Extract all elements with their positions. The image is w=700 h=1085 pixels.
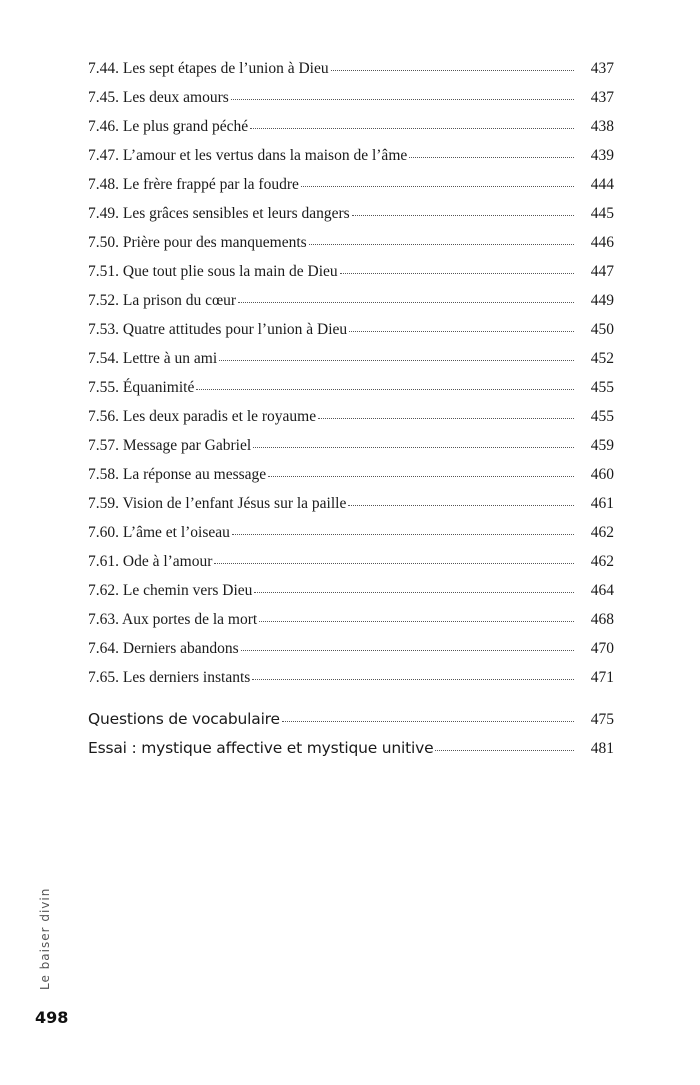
- toc-entry: [88, 60, 614, 86]
- toc-entry-page: 455: [590, 379, 614, 396]
- toc-entry-page: 462: [590, 524, 614, 541]
- toc-entry-page: 447: [590, 263, 614, 280]
- dot-leader: [340, 272, 574, 274]
- toc-entry: [88, 292, 614, 318]
- dot-leader: [409, 156, 574, 158]
- toc-entry-title: 7.55. Équanimité: [88, 379, 195, 396]
- toc-entry-page: 461: [590, 495, 614, 512]
- dot-leader: [250, 127, 574, 129]
- toc-entry-title: 7.44. Les sept étapes de l’union à Dieu: [88, 60, 329, 77]
- toc-entry: [88, 176, 614, 202]
- dot-leader: [268, 475, 574, 477]
- toc-entry: [88, 524, 614, 550]
- toc-entry-title: 7.63. Aux portes de la mort: [88, 611, 258, 628]
- toc-appendix-entry: [88, 739, 614, 765]
- toc-entry-title: 7.65. Les derniers instants: [88, 669, 251, 686]
- toc-entry-page: 438: [590, 118, 614, 135]
- toc-entry-page: 437: [590, 60, 614, 77]
- toc-entry-title: 7.64. Derniers abandons: [88, 640, 239, 657]
- toc-entry-page: 459: [590, 437, 614, 454]
- toc-entry: [88, 89, 614, 115]
- toc-appendix-entry: [88, 710, 614, 736]
- toc-entry-page: 455: [590, 408, 614, 425]
- toc-entry: [88, 321, 614, 347]
- toc-entry-title: 7.50. Prière pour des manquements: [88, 234, 307, 251]
- dot-leader: [309, 243, 574, 245]
- toc-entry: [88, 611, 614, 637]
- toc-entry: [88, 379, 614, 405]
- toc-entry-page: 475: [590, 711, 614, 728]
- toc-entry-page: 445: [590, 205, 614, 222]
- dot-leader: [254, 591, 574, 593]
- dot-leader: [259, 620, 574, 622]
- toc-entry-title: 7.61. Ode à l’amour: [88, 553, 213, 570]
- toc-entry-page: 437: [590, 89, 614, 106]
- toc-entry: [88, 118, 614, 144]
- toc-entry: [88, 147, 614, 173]
- dot-leader: [241, 649, 574, 651]
- toc-entry-page: 460: [590, 466, 614, 483]
- toc-entry-title: 7.54. Lettre à un ami: [88, 350, 218, 367]
- toc-entry-page: 464: [590, 582, 614, 599]
- toc-entry-title: 7.56. Les deux paradis et le royaume: [88, 408, 317, 425]
- toc-entry: [88, 553, 614, 579]
- toc-entry: [88, 495, 614, 521]
- toc-entry-title: Essai : mystique affective et mystique unitive: [88, 739, 434, 757]
- toc-entry-title: 7.49. Les grâces sensibles et leurs dangers: [88, 205, 350, 222]
- toc-entry-page: 439: [590, 147, 614, 164]
- dot-leader: [196, 388, 574, 390]
- toc-entry-page: 471: [590, 669, 614, 686]
- toc-entry: [88, 408, 614, 434]
- toc-entry-title: 7.52. La prison du cœur: [88, 292, 237, 309]
- dot-leader: [238, 301, 574, 303]
- toc-entry-page: 444: [590, 176, 614, 193]
- toc-entry: [88, 582, 614, 608]
- running-title: Le baiser divin: [38, 887, 52, 990]
- toc-entry-title: 7.51. Que tout plie sous la main de Dieu: [88, 263, 338, 280]
- toc-entry: [88, 437, 614, 463]
- toc-entry-page: 470: [590, 640, 614, 657]
- dot-leader: [282, 720, 574, 722]
- dot-leader: [232, 533, 574, 535]
- toc-entry-page: 450: [590, 321, 614, 338]
- dot-leader: [301, 185, 574, 187]
- toc-entry-title: Questions de vocabulaire: [88, 710, 280, 728]
- toc-entry-title: 7.59. Vision de l’enfant Jésus sur la paille: [88, 495, 347, 512]
- toc-entry-page: 446: [590, 234, 614, 251]
- toc-entry-title: 7.53. Quatre attitudes pour l’union à Dieu: [88, 321, 348, 338]
- dot-leader: [352, 214, 574, 216]
- dot-leader: [348, 504, 574, 506]
- toc-entry: [88, 350, 614, 376]
- toc-entry-page: 481: [590, 740, 614, 757]
- toc-entry: [88, 205, 614, 231]
- toc-entry: [88, 466, 614, 492]
- dot-leader: [435, 749, 574, 751]
- toc-entry-page: 452: [590, 350, 614, 367]
- toc-entry-title: 7.46. Le plus grand péché: [88, 118, 249, 135]
- dot-leader: [219, 359, 574, 361]
- toc-entry-page: 462: [590, 553, 614, 570]
- toc-entry-title: 7.47. L’amour et les vertus dans la maison de l’âme: [88, 147, 408, 164]
- toc-entry-title: 7.57. Message par Gabriel: [88, 437, 252, 454]
- toc-entry-title: 7.58. La réponse au message: [88, 466, 267, 483]
- toc-entry: [88, 640, 614, 666]
- dot-leader: [349, 330, 574, 332]
- toc-entry-title: 7.62. Le chemin vers Dieu: [88, 582, 253, 599]
- dot-leader: [231, 98, 574, 100]
- toc-entry-title: 7.48. Le frère frappé par la foudre: [88, 176, 299, 193]
- toc-entry: [88, 669, 614, 695]
- toc-entry-page: 449: [590, 292, 614, 309]
- dot-leader: [214, 562, 574, 564]
- toc-entry-page: 468: [590, 611, 614, 628]
- toc-entry-title: 7.60. L’âme et l’oiseau: [88, 524, 230, 541]
- toc-entry: [88, 234, 614, 260]
- dot-leader: [253, 446, 574, 448]
- dot-leader: [318, 417, 574, 419]
- toc-entry: [88, 263, 614, 289]
- dot-leader: [331, 69, 574, 71]
- page-number: 498: [35, 1008, 69, 1027]
- toc-entry-title: 7.45. Les deux amours: [88, 89, 229, 106]
- dot-leader: [252, 678, 574, 680]
